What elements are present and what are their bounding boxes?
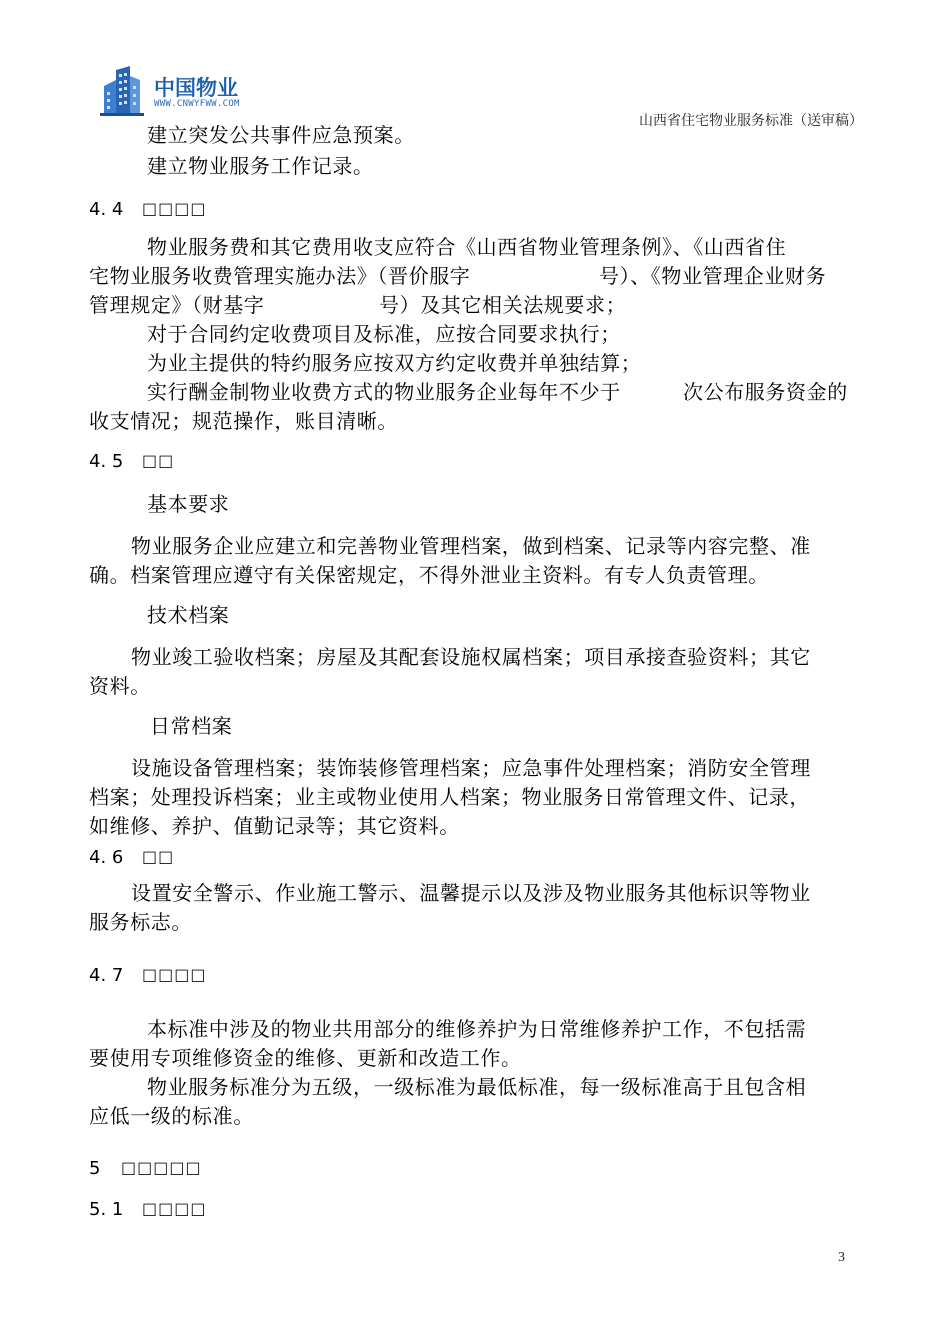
section-number: 5	[89, 1158, 101, 1179]
paragraph-line: 建立突发公共事件应急预案。	[147, 123, 415, 147]
section-heading-placeholder: □□□□	[142, 965, 207, 984]
paragraph-line: 档案；处理投诉档案；业主或物业使用人档案；物业服务日常管理文件、记录，	[89, 785, 810, 809]
paragraph-line: 物业竣工验收档案；房屋及其配套设施权属档案；项目承接查验资料；其它	[131, 645, 811, 669]
section-heading-placeholder: □□□□	[142, 1199, 207, 1218]
section-number: 4. 6	[89, 847, 124, 868]
paragraph-line: 物业服务费和其它费用收支应符合《山西省物业管理条例》、《山西省住	[147, 235, 787, 259]
paragraph-line: 管理规定》（财基字	[89, 293, 265, 317]
document-header-title: 山西省住宅物业服务标准（送审稿）	[639, 113, 863, 129]
paragraph-line: 如维修、养护、值勤记录等；其它资料。	[89, 814, 460, 838]
paragraph-line: 物业服务企业应建立和完善物业管理档案，做到档案、记录等内容完整、准	[131, 534, 811, 558]
paragraph-line: 号）、《物业管理企业财务	[599, 264, 827, 288]
section-heading-placeholder: □□	[142, 847, 175, 866]
paragraph-line: 设置安全警示、作业施工警示、温馨提示以及涉及物业服务其他标识等物业	[131, 881, 811, 905]
page-number: 3	[838, 1250, 845, 1265]
section-number: 5. 1	[89, 1199, 124, 1220]
paragraph-line: 设施设备管理档案；装饰装修管理档案；应急事件处理档案；消防安全管理	[131, 756, 811, 780]
subheading: 日常档案	[150, 714, 233, 738]
paragraph-line: 服务标志。	[89, 910, 192, 934]
section-heading-placeholder: □□	[142, 451, 175, 470]
building-logo-icon	[100, 66, 144, 116]
paragraph-line: 对于合同约定收费项目及标准，应按合同要求执行；	[147, 322, 621, 346]
subheading: 基本要求	[147, 492, 230, 516]
section-number: 4. 7	[89, 965, 124, 986]
paragraph-line: 号）及其它相关法规要求；	[379, 293, 627, 317]
paragraph-line: 次公布服务资金的	[683, 380, 848, 404]
logo	[100, 64, 250, 116]
paragraph-line: 物业服务标准分为五级，一级标准为最低标准，每一级标准高于且包含相	[147, 1075, 807, 1099]
paragraph-line: 为业主提供的特约服务应按双方约定收费并单独结算；	[147, 351, 642, 375]
section-heading-placeholder: □□□□□	[121, 1158, 202, 1177]
section-number: 4. 4	[89, 199, 124, 220]
paragraph-line: 应低一级的标准。	[89, 1104, 254, 1128]
paragraph-line: 宅物业服务收费管理实施办法》（晋价服字	[89, 264, 471, 288]
paragraph-line: 实行酬金制物业收费方式的物业服务企业每年不少于	[147, 380, 621, 404]
logo-url: WWW.CNWYFWW.COM	[154, 99, 240, 109]
section-heading-placeholder: □□□□	[142, 199, 207, 218]
paragraph-line: 确。档案管理应遵守有关保密规定，不得外泄业主资料。有专人负责管理。	[89, 563, 769, 587]
paragraph-line: 本标准中涉及的物业共用部分的维修养护为日常维修养护工作，不包括需	[147, 1017, 807, 1041]
logo-text: 中国物业	[154, 76, 238, 100]
paragraph-line: 要使用专项维修资金的维修、更新和改造工作。	[89, 1046, 522, 1070]
paragraph-line: 收支情况；规范操作，账目清晰。	[89, 409, 398, 433]
paragraph-line: 资料。	[89, 674, 151, 698]
paragraph-line: 建立物业服务工作记录。	[147, 154, 374, 178]
section-number: 4. 5	[89, 451, 124, 472]
subheading: 技术档案	[147, 603, 230, 627]
